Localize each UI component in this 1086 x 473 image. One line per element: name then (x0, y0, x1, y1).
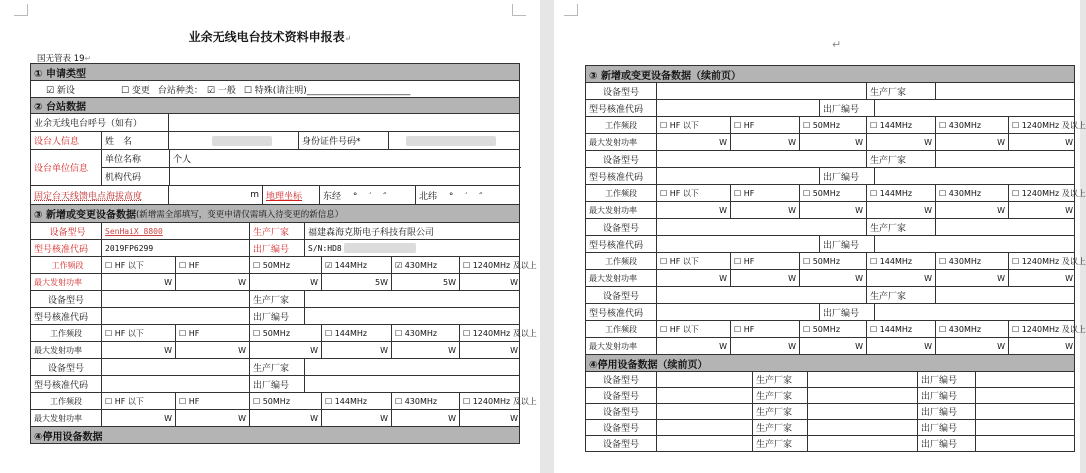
document-page-2 (554, 0, 1086, 473)
type-code-label: 型号核准代码 (34, 244, 89, 255)
stopped-equipment-row (586, 404, 1074, 420)
type-code-row (586, 100, 1074, 117)
type-code-row (31, 240, 519, 257)
band-checkbox[interactable]: ☐ 1240MHz 及以上 (459, 325, 521, 341)
paragraph-mark: ↵ (832, 38, 842, 51)
power-field[interactable]: W (249, 274, 321, 290)
applicant-label: 设台人信息 (34, 137, 80, 147)
section3-title: ③ 新增或变更设备数据 (34, 210, 136, 221)
power-field[interactable]: W (321, 342, 391, 358)
application-type-row (31, 81, 519, 98)
unit-info-label: 设台单位信息 (34, 164, 89, 174)
maker-field[interactable] (807, 404, 917, 419)
serial-label: 出厂编号 (249, 376, 304, 392)
band-checkbox[interactable]: ☑ 144MHz (321, 257, 391, 273)
power-row (31, 274, 519, 291)
band-label: 工作频段 (605, 188, 637, 198)
section-header-new-equipment-cont: ③ 新增或变更设备数据（续前页） (586, 66, 1074, 83)
band-label: 工作频段 (605, 256, 637, 266)
model-label: 设备型号 (49, 227, 86, 238)
band-checkbox[interactable]: ☐ HF 以下 (101, 257, 175, 273)
band-checkbox[interactable]: ☐ 50MHz (799, 321, 866, 337)
power-field[interactable]: W (866, 270, 935, 286)
type-code-label: 型号核准代码 (589, 308, 644, 319)
power-field[interactable]: W (656, 202, 730, 218)
name-field[interactable] (168, 132, 298, 149)
serial-field[interactable] (304, 376, 521, 392)
location-row (31, 186, 519, 205)
serial-field[interactable] (874, 100, 1076, 116)
power-field[interactable]: W (799, 202, 866, 218)
model-label: 设备型号 (47, 295, 84, 306)
band-checkbox[interactable]: ☐ 430MHz (935, 321, 1008, 337)
band-row (31, 257, 537, 274)
maker-field[interactable] (304, 359, 521, 375)
document-page-1 (0, 0, 540, 473)
band-checkbox[interactable]: ☐ HF (730, 321, 799, 337)
serial-label: 出厂编号 (819, 304, 874, 320)
type-code-field[interactable]: 2019FP6299 (101, 240, 249, 256)
maker-field[interactable] (807, 436, 917, 451)
power-label: 最大发射功率 (589, 137, 637, 147)
band-checkbox[interactable]: ☐ 50MHz (249, 325, 321, 341)
type-code-field[interactable] (656, 304, 819, 320)
unit-code-label: 机构代码 (105, 173, 142, 183)
section-header-stopped-equipment-cont: ④停用设备数据（续前页） (586, 355, 1074, 372)
serial-field[interactable] (874, 236, 1076, 252)
serial-label: 出厂编号 (249, 240, 304, 256)
equipment-model-row (586, 151, 1074, 168)
stopped-equipment-rows (586, 372, 1074, 452)
name-label: 姓 名 (101, 132, 168, 149)
power-field[interactable]: W (730, 338, 799, 354)
band-row (586, 185, 1086, 202)
band-checkbox[interactable]: ☐ 430MHz (935, 253, 1008, 269)
model-field[interactable] (656, 372, 752, 387)
unit-code-row (102, 168, 521, 185)
stopped-equipment-row (586, 436, 1074, 452)
page-gap (540, 0, 554, 473)
band-checkbox[interactable]: ☐ 1240MHz 及以上 (459, 393, 521, 409)
model-label: 设备型号 (602, 87, 639, 98)
band-checkbox[interactable]: ☐ HF (730, 185, 799, 201)
power-field[interactable]: W (1008, 202, 1076, 218)
band-checkbox[interactable]: ☐ 1240MHz 及以上 (1008, 185, 1076, 201)
power-field[interactable]: W (730, 270, 799, 286)
serial-field[interactable] (304, 308, 521, 324)
band-row (31, 393, 537, 410)
band-label: 工作频段 (51, 260, 84, 270)
equipment-model-row (586, 287, 1074, 304)
callsign-field[interactable] (168, 114, 521, 131)
model-label: 设备型号 (47, 363, 84, 374)
antenna-altitude-label: 固定台天线馈电点海拔高度 (34, 191, 143, 202)
band-checkbox[interactable]: ☐ 50MHz (799, 253, 866, 269)
power-label: 最大发射功率 (589, 273, 637, 283)
power-row (586, 134, 1074, 151)
power-field[interactable]: W (935, 338, 1008, 354)
power-field[interactable]: W (935, 202, 1008, 218)
type-code-label: 型号核准代码 (589, 172, 644, 183)
model-field[interactable] (656, 388, 752, 403)
power-label: 最大发射功率 (589, 205, 637, 215)
maker-field[interactable] (935, 83, 1076, 99)
band-label: 工作频段 (605, 120, 637, 130)
unit-code-field[interactable] (169, 168, 522, 185)
power-field[interactable]: W (799, 270, 866, 286)
section3-note: (新增需全部填写，变更申请仅需填入待变更的新信息） (135, 209, 344, 220)
crop-mark (14, 4, 28, 16)
maker-label: 生产厂家 (752, 420, 807, 435)
band-label: 工作频段 (50, 396, 82, 406)
crop-mark (564, 4, 578, 16)
equipment-model-row (31, 291, 519, 308)
geo-coord-label: 地理坐标 (262, 186, 319, 204)
type-code-label: 型号核准代码 (34, 380, 89, 391)
model-field[interactable] (101, 359, 249, 375)
serial-label: 出厂编号 (819, 236, 874, 252)
power-field[interactable]: W (249, 410, 321, 426)
maker-label: 生产厂家 (866, 219, 935, 235)
type-code-field[interactable] (656, 236, 819, 252)
section-header-stopped-equipment: ④停用设备数据 (31, 427, 519, 444)
maker-label: 生产厂家 (752, 388, 807, 403)
power-row (31, 342, 519, 359)
stopped-equipment-row (586, 420, 1074, 436)
band-row (31, 325, 537, 342)
band-checkbox[interactable]: ☐ 430MHz (391, 325, 459, 341)
serial-field[interactable] (975, 372, 1076, 387)
band-checkbox[interactable]: ☐ 144MHz (866, 185, 935, 201)
model-label: 设备型号 (602, 392, 639, 402)
maker-label: 生产厂家 (249, 291, 304, 307)
serial-field[interactable] (975, 436, 1076, 451)
band-checkbox[interactable]: ☐ HF (730, 253, 799, 269)
maker-label: 生产厂家 (249, 359, 304, 375)
band-checkbox[interactable]: ☐ 144MHz (866, 321, 935, 337)
band-row (586, 117, 1086, 134)
station-type-label: 台站种类： (157, 85, 203, 96)
type-code-row (586, 168, 1074, 185)
band-checkbox[interactable]: ☐ 430MHz (391, 393, 459, 409)
power-label: 最大发射功率 (34, 345, 82, 355)
band-checkbox[interactable]: ☐ HF (175, 257, 249, 273)
type-general-checkbox[interactable]: ☑ 一般 (206, 85, 236, 96)
maker-label: 生产厂家 (752, 372, 807, 387)
power-field[interactable]: W (175, 410, 249, 426)
callsign-label: 业余无线电台呼号（如有） (34, 119, 143, 129)
power-row (586, 270, 1074, 287)
band-checkbox[interactable]: ☐ 50MHz (249, 257, 321, 273)
equipment-model-row (31, 359, 519, 376)
power-field[interactable]: W (866, 202, 935, 218)
band-checkbox[interactable]: ☐ HF 以下 (656, 185, 730, 201)
form-title: 业余无线电台技术资料申报表↵ (188, 30, 352, 44)
power-field[interactable]: W (799, 134, 866, 150)
unit-name-row (102, 150, 521, 168)
power-field[interactable]: W (866, 134, 935, 150)
band-label: 工作频段 (50, 328, 82, 338)
power-field[interactable]: W (101, 342, 175, 358)
model-field[interactable] (656, 404, 752, 419)
redacted-block (406, 136, 496, 146)
power-label: 最大发射功率 (34, 413, 82, 423)
model-field[interactable] (656, 436, 752, 451)
power-field[interactable]: W (459, 410, 521, 426)
maker-field[interactable] (807, 372, 917, 387)
power-label: 最大发射功率 (589, 341, 637, 351)
serial-label: 出厂编号 (917, 372, 975, 387)
band-checkbox[interactable]: ☐ 50MHz (799, 117, 866, 133)
serial-field[interactable]: S/N:HD8 (304, 240, 521, 256)
unit-name-field[interactable]: 个人 (169, 150, 522, 167)
power-field[interactable]: W (249, 342, 321, 358)
serial-label: 出厂编号 (819, 100, 874, 116)
type-code-field[interactable] (101, 376, 249, 392)
maker-field[interactable] (935, 287, 1076, 303)
power-field[interactable]: W (101, 274, 175, 290)
equipment-model-row (586, 83, 1074, 100)
equipment-model-row (586, 219, 1074, 236)
power-field[interactable]: W (730, 134, 799, 150)
power-field[interactable]: W (175, 342, 249, 358)
power-field[interactable]: W (730, 202, 799, 218)
band-checkbox[interactable]: ☐ 1240MHz 及以上 (1008, 253, 1076, 269)
type-code-label: 型号核准代码 (589, 240, 644, 251)
band-row (586, 321, 1086, 338)
type-code-label: 型号核准代码 (589, 104, 644, 115)
section-header-application-type: ① 申请类型 (31, 64, 519, 81)
unit-info-row (31, 150, 519, 186)
power-field[interactable]: W (459, 274, 521, 290)
maker-field[interactable] (807, 388, 917, 403)
power-field[interactable]: 5W (391, 274, 459, 290)
power-field[interactable]: 5W (321, 274, 391, 290)
band-checkbox[interactable]: ☐ HF (175, 325, 249, 341)
type-code-field[interactable] (101, 308, 249, 324)
model-field[interactable] (656, 219, 866, 235)
maker-field[interactable] (807, 420, 917, 435)
type-code-row (31, 308, 519, 325)
type-code-label: 型号核准代码 (34, 312, 89, 323)
band-checkbox[interactable]: ☐ HF 以下 (656, 117, 730, 133)
unit-name-label: 单位名称 (105, 155, 142, 165)
type-code-row (586, 304, 1074, 321)
power-field[interactable]: W (935, 134, 1008, 150)
form-number: 国无管表 19↵ (37, 54, 92, 64)
callsign-row (31, 114, 519, 132)
power-field[interactable]: W (866, 338, 935, 354)
band-row (586, 253, 1086, 270)
section-header-station-data: ② 台站数据 (31, 98, 519, 114)
power-field[interactable]: W (1008, 338, 1076, 354)
stopped-equipment-row (586, 372, 1074, 388)
redacted-block (212, 136, 272, 146)
band-checkbox[interactable]: ☐ 144MHz (866, 117, 935, 133)
serial-field[interactable] (975, 420, 1076, 435)
model-label: 设备型号 (602, 376, 639, 386)
model-label: 设备型号 (602, 408, 639, 418)
band-checkbox[interactable]: ☐ 430MHz (935, 117, 1008, 133)
stopped-equipment-row (586, 388, 1074, 404)
serial-label: 出厂编号 (819, 168, 874, 184)
power-field[interactable]: W (1008, 134, 1076, 150)
type-special-checkbox[interactable]: ☐ 特殊(请注明)_______________________ (243, 85, 411, 96)
band-checkbox[interactable]: ☑ 430MHz (391, 257, 459, 273)
maker-label: 生产厂家 (866, 151, 935, 167)
band-checkbox[interactable]: ☐ 144MHz (866, 253, 935, 269)
model-label: 设备型号 (602, 291, 639, 302)
type-code-row (586, 236, 1074, 253)
power-field[interactable]: W (656, 270, 730, 286)
serial-field[interactable] (874, 304, 1076, 320)
power-field[interactable]: W (101, 410, 175, 426)
serial-label: 出厂编号 (917, 420, 975, 435)
model-field[interactable] (656, 420, 752, 435)
power-field[interactable]: W (935, 270, 1008, 286)
crop-mark (512, 4, 526, 16)
maker-field[interactable]: 福建森海克斯电子科技有限公司 (304, 223, 521, 239)
band-checkbox[interactable]: ☐ 144MHz (321, 393, 391, 409)
serial-label: 出厂编号 (917, 388, 975, 403)
section-header-new-equipment (31, 205, 519, 223)
maker-field[interactable] (935, 219, 1076, 235)
band-label: 工作频段 (605, 324, 637, 334)
power-field[interactable]: W (656, 338, 730, 354)
serial-label: 出厂编号 (249, 308, 304, 324)
maker-label: 生产厂家 (866, 83, 935, 99)
power-field[interactable]: W (799, 338, 866, 354)
model-label: 设备型号 (602, 155, 639, 166)
longitude-field[interactable]: 东经 ° ′ ″ (319, 186, 415, 204)
applicant-row (31, 132, 519, 150)
band-checkbox[interactable]: ☐ HF 以下 (656, 321, 730, 337)
power-field[interactable]: W (391, 410, 459, 426)
model-label: 设备型号 (602, 223, 639, 234)
serial-field[interactable] (975, 388, 1076, 403)
change-checkbox[interactable]: ☐ 变更 (120, 85, 150, 96)
band-checkbox[interactable]: ☐ HF (730, 117, 799, 133)
model-field[interactable] (656, 287, 866, 303)
power-field[interactable]: W (391, 342, 459, 358)
power-row (31, 410, 519, 427)
power-row (586, 202, 1074, 219)
model-label: 设备型号 (602, 424, 639, 434)
band-checkbox[interactable]: ☐ 50MHz (249, 393, 321, 409)
id-field[interactable] (388, 132, 521, 149)
maker-label: 生产厂家 (249, 223, 304, 239)
new-checkbox[interactable]: ☑ 新设 (46, 85, 75, 96)
band-checkbox[interactable]: ☐ 430MHz (935, 185, 1008, 201)
application-table (30, 63, 537, 444)
latitude-field[interactable]: 北纬 ° ′ ″ (415, 186, 521, 204)
band-checkbox[interactable]: ☐ 1240MHz 及以上 (1008, 117, 1076, 133)
maker-field[interactable] (304, 291, 521, 307)
band-checkbox[interactable]: ☐ 144MHz (321, 325, 391, 341)
power-field[interactable]: W (656, 134, 730, 150)
band-checkbox[interactable]: ☐ 1240MHz 及以上 (459, 257, 521, 273)
power-row (586, 338, 1074, 355)
power-label: 最大发射功率 (34, 277, 82, 287)
power-field[interactable]: W (321, 410, 391, 426)
maker-label: 生产厂家 (752, 404, 807, 419)
model-label: 设备型号 (602, 440, 639, 450)
maker-field[interactable] (935, 151, 1076, 167)
model-field[interactable] (101, 291, 249, 307)
equipment-model-row (31, 223, 519, 240)
band-checkbox[interactable]: ☐ HF (175, 393, 249, 409)
band-checkbox[interactable]: ☐ 1240MHz 及以上 (1008, 321, 1076, 337)
band-checkbox[interactable]: ☐ HF 以下 (656, 253, 730, 269)
serial-label: 出厂编号 (917, 436, 975, 451)
serial-label: 出厂编号 (917, 404, 975, 419)
model-field[interactable]: SenHaiX 8800 (101, 223, 249, 239)
maker-label: 生产厂家 (752, 436, 807, 451)
power-field[interactable]: W (175, 274, 249, 290)
model-field[interactable] (656, 151, 866, 167)
maker-label: 生产厂家 (866, 287, 935, 303)
band-checkbox[interactable]: ☐ HF 以下 (101, 325, 175, 341)
type-code-field[interactable] (656, 168, 819, 184)
serial-field[interactable] (874, 168, 1076, 184)
band-checkbox[interactable]: ☐ 50MHz (799, 185, 866, 201)
band-checkbox[interactable]: ☐ HF 以下 (101, 393, 175, 409)
altitude-field[interactable]: m (168, 186, 262, 204)
continuation-table (585, 65, 1086, 452)
type-code-row (31, 376, 519, 393)
redacted-block (344, 243, 416, 253)
equipment-blocks (586, 83, 1086, 355)
model-field[interactable] (656, 83, 866, 99)
type-code-field[interactable] (656, 100, 819, 116)
id-label: 身份证件号码* (298, 132, 388, 149)
power-field[interactable]: W (1008, 270, 1076, 286)
power-field[interactable]: W (459, 342, 521, 358)
serial-field[interactable] (975, 404, 1076, 419)
